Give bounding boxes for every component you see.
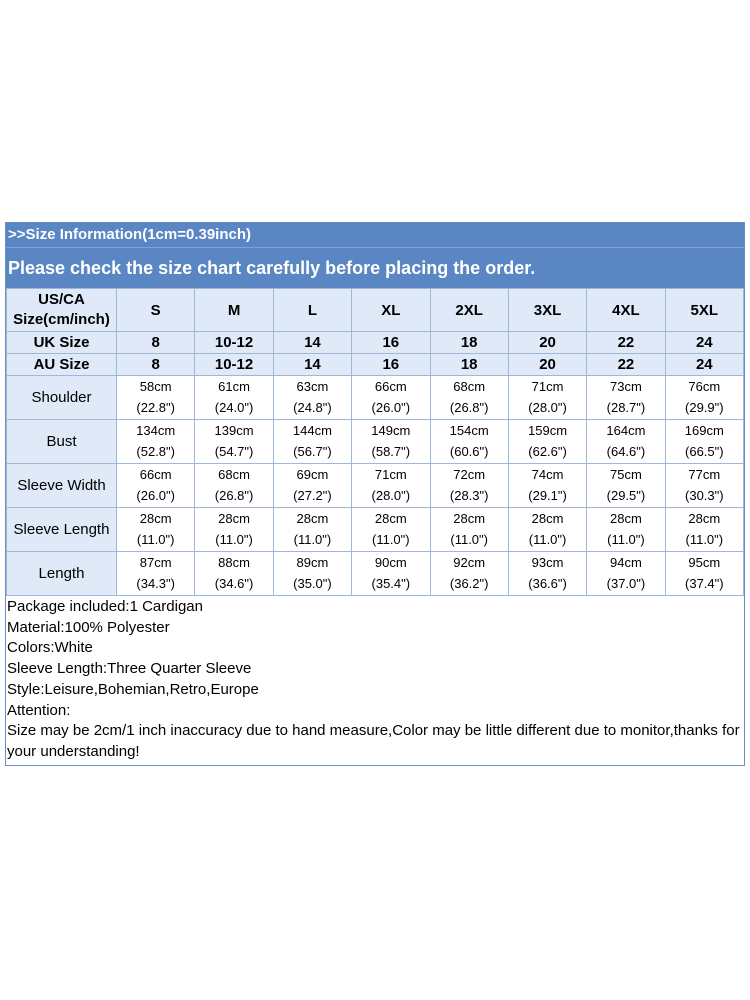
- measurement-cm: 87cm: [139, 555, 172, 570]
- size-notice: Please check the size chart carefully before placing the order.: [6, 248, 744, 288]
- package-note: Package included:1 Cardigan: [7, 598, 203, 615]
- measurement-inch: (34.3"): [136, 576, 175, 591]
- measurement-inch: (11.0"): [372, 532, 410, 547]
- measurement-cell: [273, 420, 351, 464]
- measurement-cm: 69cm: [296, 467, 329, 482]
- attention-note: Attention:: [7, 701, 71, 719]
- size-header-cell: 3XL: [508, 289, 586, 332]
- measurement-cell: [587, 420, 665, 464]
- measurement-cell: [430, 552, 508, 596]
- measurement-inch: (54.7"): [214, 444, 254, 459]
- measurement-cm: 72cm: [453, 467, 486, 482]
- measurement-cell: [665, 508, 743, 552]
- measurement-cm: 71cm: [531, 379, 564, 394]
- measurement-cell: [352, 508, 430, 552]
- measurement-cm: 58cm: [139, 379, 172, 394]
- measurement-cell: [430, 420, 508, 464]
- measurement-inch: (29.5"): [606, 488, 646, 503]
- size-code-cell: 16: [352, 332, 430, 354]
- measurement-cell: [352, 420, 430, 464]
- measurement-cell: [508, 508, 586, 552]
- size-header-cell: 5XL: [665, 289, 743, 332]
- size-code-cell: 10-12: [195, 332, 273, 354]
- measurement-cm: 68cm: [218, 467, 250, 482]
- measurement-cell: [587, 464, 665, 508]
- disclaimer-note: Size may be 2cm/1 inch inaccuracy due to hand measure,Color may be little different due to monitor,thanks for your understanding!: [7, 722, 740, 760]
- measurement-cell: [195, 420, 273, 464]
- measurement-cm: 139cm: [214, 423, 254, 438]
- size-code-cell: 10-12: [195, 354, 273, 376]
- measurement-inch: (24.8"): [293, 400, 332, 415]
- measurement-cell: [665, 552, 743, 596]
- measurement-cell: [195, 508, 273, 552]
- size-header-cell: S: [117, 289, 195, 332]
- size-code-row: [7, 354, 744, 376]
- size-code-cell: 14: [273, 332, 351, 354]
- measurement-label: Sleeve Width: [7, 464, 117, 508]
- measurement-inch: (11.0"): [450, 532, 488, 547]
- measurement-cm: 75cm: [610, 467, 642, 482]
- measurement-cell: [508, 464, 586, 508]
- measurement-inch: (27.2"): [293, 488, 332, 503]
- measurement-inch: (26.8"): [449, 400, 489, 415]
- measurement-cell: [117, 552, 195, 596]
- measurement-cell: [352, 376, 430, 420]
- measurement-inch: (56.7"): [293, 444, 332, 459]
- measurement-inch: (34.6"): [214, 576, 254, 591]
- measurement-inch: (52.8"): [136, 444, 175, 459]
- measurement-cm: 74cm: [531, 467, 564, 482]
- measurement-inch: (36.2"): [449, 576, 489, 591]
- measurement-inch: (37.4"): [685, 576, 724, 591]
- measurement-cell: [352, 464, 430, 508]
- measurement-cm: 28cm: [610, 511, 642, 526]
- measurement-cell: [587, 376, 665, 420]
- size-code-cell: 20: [508, 332, 586, 354]
- measurement-cm: 88cm: [218, 555, 250, 570]
- measurement-cm: 68cm: [453, 379, 486, 394]
- size-code-label: AU Size: [7, 354, 117, 376]
- measurement-cm: 76cm: [688, 379, 721, 394]
- measurement-cm: 63cm: [296, 379, 329, 394]
- size-code-row: [7, 332, 744, 354]
- measurement-cell: [195, 552, 273, 596]
- measurement-cm: 164cm: [606, 423, 646, 438]
- measurement-inch: (28.3"): [449, 488, 489, 503]
- measurement-label: Bust: [7, 420, 117, 464]
- measurement-inch: (28.7"): [606, 400, 646, 415]
- measurement-cm: 61cm: [218, 379, 250, 394]
- measurement-cm: 66cm: [139, 467, 172, 482]
- measurement-inch: (28.0"): [528, 400, 567, 415]
- size-header-row: [7, 289, 744, 332]
- measurement-cm: 154cm: [449, 423, 489, 438]
- measurement-cm: 77cm: [688, 467, 721, 482]
- measurement-inch: (11.0"): [136, 532, 175, 547]
- size-code-cell: 22: [587, 332, 665, 354]
- measurement-inch: (66.5"): [685, 444, 724, 459]
- measurement-inch: (64.6"): [606, 444, 646, 459]
- size-header-cell: XL: [352, 289, 430, 332]
- measurement-inch: (11.0"): [685, 532, 724, 547]
- measurement-cm: 71cm: [374, 467, 407, 482]
- measurement-cell: [587, 508, 665, 552]
- measurement-row: [7, 508, 744, 552]
- measurement-cm: 144cm: [292, 423, 332, 438]
- measurement-label: Length: [7, 552, 117, 596]
- measurement-cell: [508, 376, 586, 420]
- measurement-row: [7, 420, 744, 464]
- size-label-line1: US/CA: [38, 291, 85, 308]
- measurement-cell: [508, 420, 586, 464]
- size-label-cell: [7, 289, 117, 332]
- product-notes: [6, 596, 744, 765]
- size-chart: [5, 222, 745, 766]
- measurement-cell: [508, 552, 586, 596]
- measurement-cell: [273, 552, 351, 596]
- measurement-cell: [430, 464, 508, 508]
- measurement-cell: [117, 508, 195, 552]
- size-code-cell: 20: [508, 354, 586, 376]
- size-code-cell: 16: [352, 354, 430, 376]
- sleeve-note: Sleeve Length:Three Quarter Sleeve: [7, 660, 252, 678]
- measurement-inch: (22.8"): [136, 400, 175, 415]
- measurement-inch: (11.0"): [607, 532, 645, 547]
- measurement-cell: [273, 464, 351, 508]
- measurement-cell: [665, 376, 743, 420]
- measurement-cm: 28cm: [139, 511, 172, 526]
- measurement-cm: 169cm: [684, 423, 724, 438]
- measurement-cell: [665, 420, 743, 464]
- size-table: [6, 288, 744, 596]
- measurement-cm: 28cm: [531, 511, 564, 526]
- style-note: Style:Leisure,Bohemian,Retro,Europe: [7, 680, 259, 698]
- measurement-row: [7, 464, 744, 508]
- size-code-cell: 22: [587, 354, 665, 376]
- measurement-cell: [430, 508, 508, 552]
- size-code-cell: 24: [665, 332, 743, 354]
- measurement-inch: (26.8"): [214, 488, 254, 503]
- measurement-cell: [273, 508, 351, 552]
- measurement-cell: [195, 464, 273, 508]
- measurement-inch: (11.0"): [528, 532, 567, 547]
- material-note: Material:100% Polyester: [7, 618, 170, 636]
- measurement-inch: (11.0"): [215, 532, 253, 547]
- measurement-inch: (60.6"): [449, 444, 489, 459]
- size-code-cell: 18: [430, 354, 508, 376]
- measurement-label: Shoulder: [7, 376, 117, 420]
- measurement-cm: 28cm: [218, 511, 250, 526]
- size-header-cell: M: [195, 289, 273, 332]
- size-info-line: >>Size Information(1cm=0.39inch): [6, 223, 744, 248]
- measurement-inch: (28.0"): [371, 488, 411, 503]
- measurement-inch: (11.0"): [293, 532, 332, 547]
- measurement-inch: (36.6"): [528, 576, 567, 591]
- size-code-cell: 18: [430, 332, 508, 354]
- measurement-cm: 149cm: [371, 423, 411, 438]
- measurement-inch: (58.7"): [371, 444, 411, 459]
- measurement-inch: (35.0"): [293, 576, 332, 591]
- measurement-cm: 90cm: [374, 555, 407, 570]
- measurement-cell: [665, 464, 743, 508]
- measurement-cm: 89cm: [296, 555, 329, 570]
- measurement-cell: [352, 552, 430, 596]
- measurement-label: Sleeve Length: [7, 508, 117, 552]
- size-label-line2: Size(cm/inch): [13, 311, 110, 328]
- measurement-cell: [195, 376, 273, 420]
- measurement-inch: (30.3"): [685, 488, 724, 503]
- measurement-inch: (35.4"): [371, 576, 411, 591]
- measurement-cm: 66cm: [374, 379, 407, 394]
- size-code-cell: 8: [117, 354, 195, 376]
- measurement-cell: [117, 420, 195, 464]
- measurement-cm: 28cm: [688, 511, 721, 526]
- measurement-inch: (26.0"): [136, 488, 175, 503]
- measurement-inch: (24.0"): [214, 400, 254, 415]
- size-code-label: UK Size: [7, 332, 117, 354]
- measurement-cm: 28cm: [374, 511, 407, 526]
- measurement-cell: [273, 376, 351, 420]
- size-code-cell: 8: [117, 332, 195, 354]
- size-header-cell: L: [273, 289, 351, 332]
- measurement-cell: [117, 376, 195, 420]
- measurement-inch: (26.0"): [371, 400, 411, 415]
- measurement-cell: [430, 376, 508, 420]
- size-header-cell: 4XL: [587, 289, 665, 332]
- measurement-inch: (29.9"): [685, 400, 724, 415]
- measurement-cell: [587, 552, 665, 596]
- measurement-inch: (37.0"): [606, 576, 646, 591]
- size-header-cell: 2XL: [430, 289, 508, 332]
- measurement-cm: 92cm: [453, 555, 486, 570]
- measurement-cm: 93cm: [531, 555, 564, 570]
- measurement-cm: 28cm: [296, 511, 329, 526]
- size-code-cell: 14: [273, 354, 351, 376]
- measurement-cell: [117, 464, 195, 508]
- measurement-inch: (62.6"): [528, 444, 567, 459]
- measurement-row: [7, 376, 744, 420]
- measurement-row: [7, 552, 744, 596]
- measurement-cm: 94cm: [610, 555, 642, 570]
- size-code-cell: 24: [665, 354, 743, 376]
- measurement-cm: 28cm: [453, 511, 486, 526]
- colors-note: Colors:White: [7, 639, 93, 657]
- measurement-cm: 95cm: [688, 555, 721, 570]
- measurement-inch: (29.1"): [528, 488, 567, 503]
- measurement-cm: 73cm: [610, 379, 642, 394]
- measurement-cm: 159cm: [528, 423, 568, 438]
- measurement-cm: 134cm: [136, 423, 176, 438]
